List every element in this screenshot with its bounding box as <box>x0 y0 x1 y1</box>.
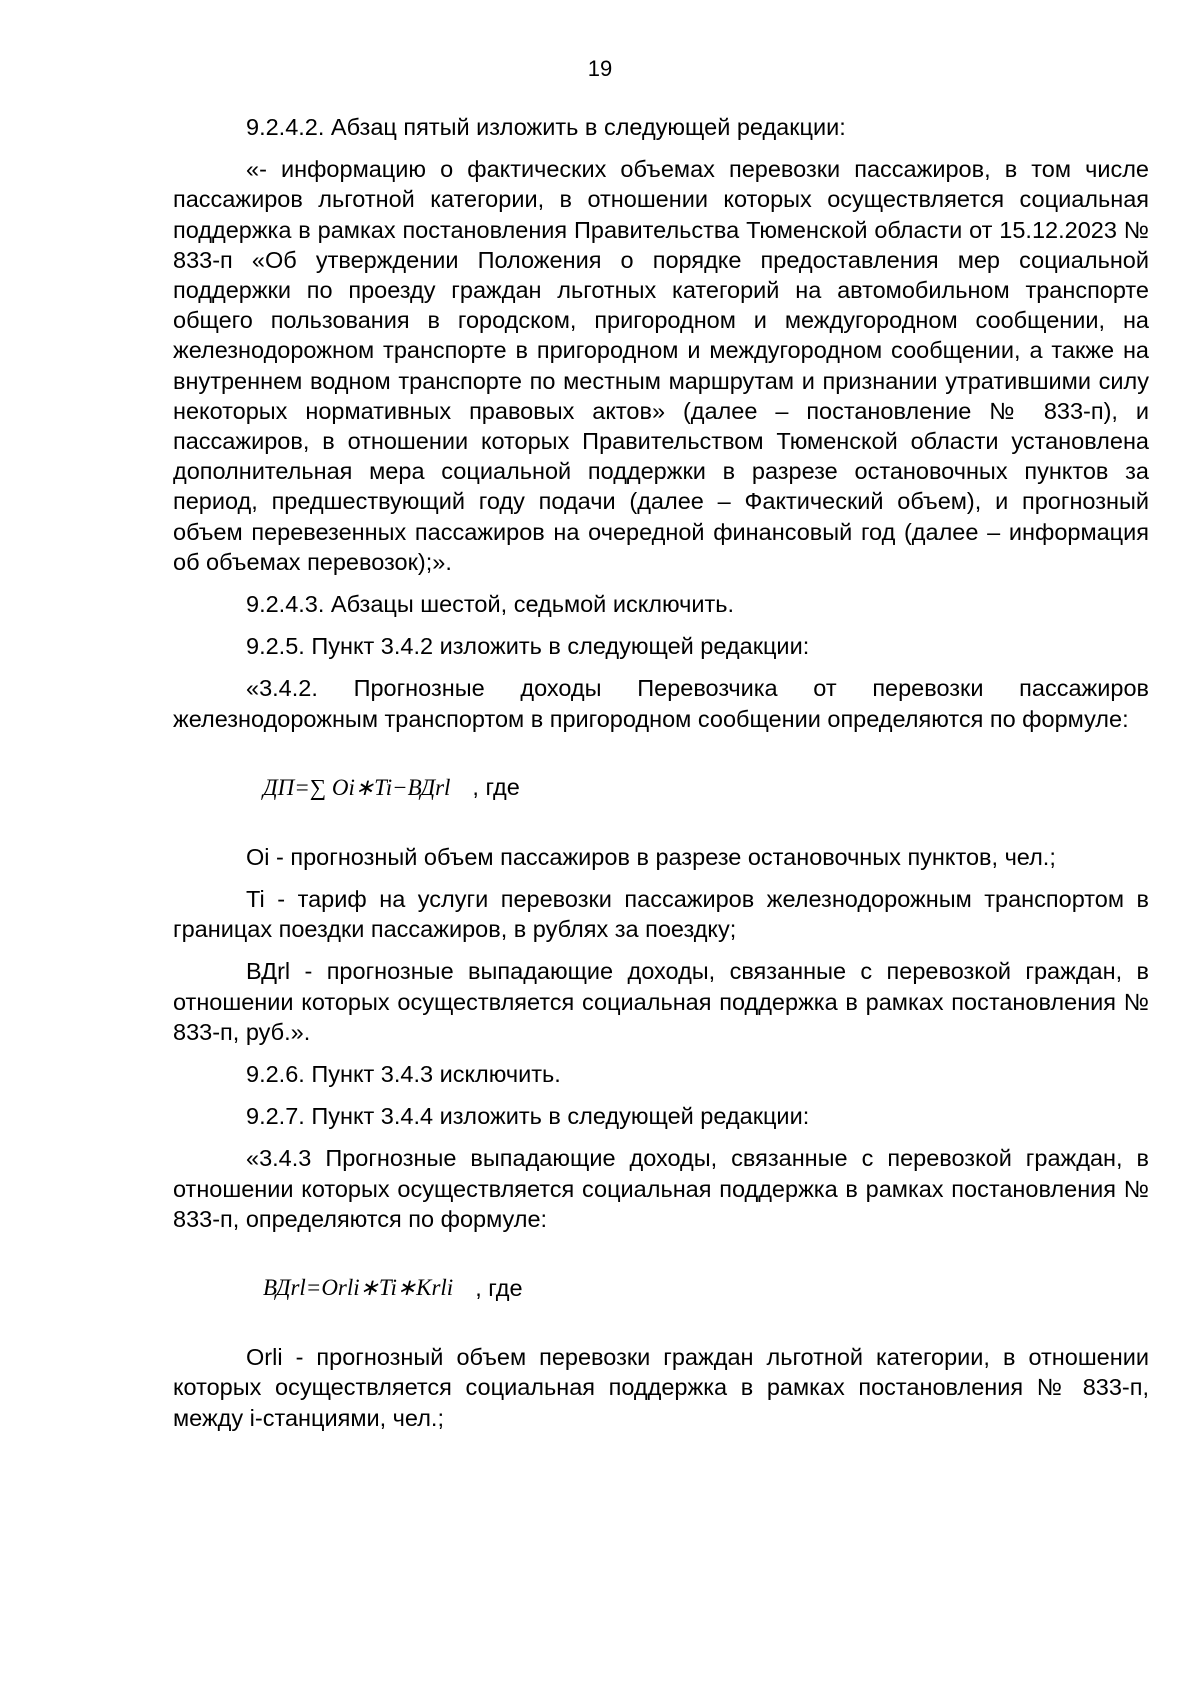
paragraph-3-4-2: «3.4.2. Прогнозные доходы Перевозчика от перевозки пассажиров железнодорожным транспортом в пригородном сообщении определяются по формуле: <box>173 675 1149 732</box>
definition-ti: Ti - тариф на услуги перевозки пассажиров железнодорожным транспортом в границах поездки пассажиров, в рублях за поездку; <box>173 886 1149 943</box>
definition-vdrl: ВДrl - прогнозные выпадающие доходы, связанные с перевозкой граждан, в отношении которых осуществляется социальная поддержка в рамках постановления № 833-п, руб.». <box>173 958 1149 1045</box>
paragraph-9-2-6: 9.2.6. Пункт 3.4.3 исключить. <box>246 1061 561 1088</box>
formula-dp-expression: ДП=∑ Oi∗Ti−ВДrl <box>263 774 451 800</box>
definition-orli: Orli - прогнозный объем перевозки граждан льготной категории, в отношении которых осуществляется социальная поддержка в рамках постановления № 833-п, между i-станциями, чел.; <box>173 1344 1149 1431</box>
paragraph-info-volumes: «- информацию о фактических объемах перевозки пассажиров, в том числе пассажиров льготной категории, в отношении которых осуществляется социальная поддержка в рамках постановления Правительства Тюменской области от 15.12.2023 № 833-п «Об утверждении Положения о порядке предоставления мер социальной поддержки по проезду граждан льготных категорий на автомобильном транспорте общего пользования в городском, пригородном и междугородном сообщении, на железнодорожном транспорте в пригородном и междугородном сообщении, а также на внутреннем водном транспорте по местным маршрутам и признании утратившими силу некоторых нормативных правовых актов» (далее – постановление № 833-п), и пассажиров, в отношении которых Правительством Тюменской области установлена дополнительная мера социальной поддержки в разрезе остановочных пунктов за период, предшествующий году подачи (далее – Фактический объем), и прогнозный объем перевезенных пассажиров на очередной финансовый год (далее – информация об объемах перевозок);». <box>173 156 1149 575</box>
definition-oi: Oi - прогнозный объем пассажиров в разрезе остановочных пунктов, чел.; <box>246 843 1056 870</box>
paragraph-9-2-4-3: 9.2.4.3. Абзацы шестой, седьмой исключить. <box>246 591 734 618</box>
formula-vdrl-expression: ВДrl=Orli∗Ti∗Krli <box>263 1275 454 1301</box>
paragraph-3-4-3: «3.4.3 Прогнозные выпадающие доходы, связанные с перевозкой граждан, в отношении которых осуществляется социальная поддержка в рамках постановления № 833-п, определяются по формуле: <box>173 1145 1149 1232</box>
page-number: 19 <box>587 56 613 81</box>
formula-vdrl-suffix: , где <box>475 1274 523 1301</box>
paragraph-9-2-4-2: 9.2.4.2. Абзац пятый изложить в следующей редакции: <box>246 114 846 140</box>
paragraph-9-2-7: 9.2.7. Пункт 3.4.4 изложить в следующей редакции: <box>246 1103 810 1130</box>
document-body <box>173 112 1149 1445</box>
formula-vdrl <box>173 1234 1149 1342</box>
paragraph-9-2-5: 9.2.5. Пункт 3.4.2 изложить в следующей редакции: <box>246 633 810 660</box>
formula-dp-suffix: , где <box>472 774 520 801</box>
formula-dp <box>173 734 1149 842</box>
